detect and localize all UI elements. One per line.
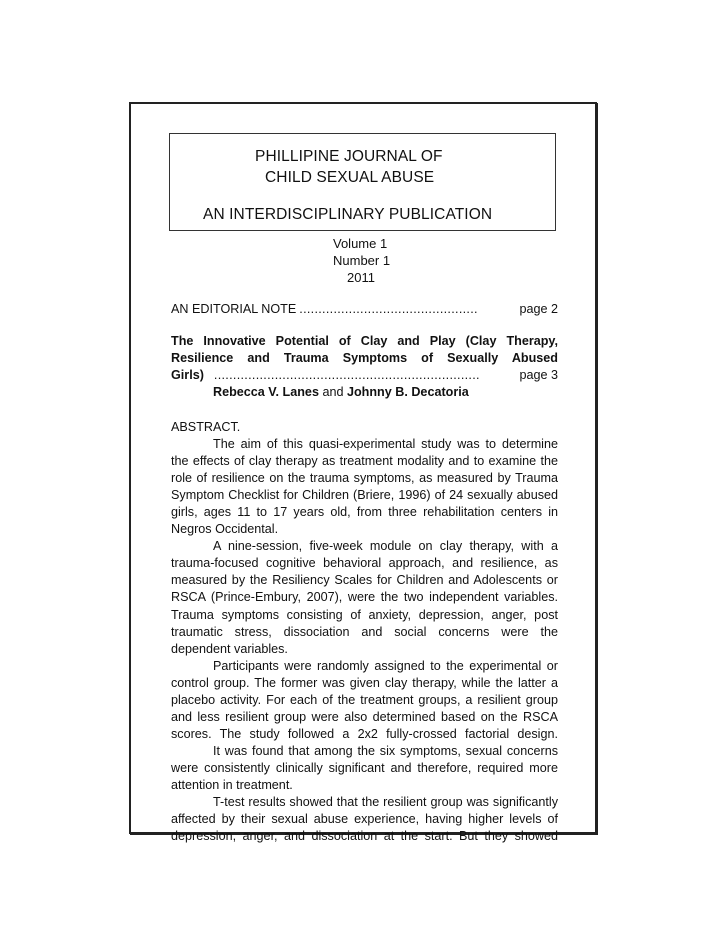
journal-subtitle: AN INTERDISCIPLINARY PUBLICATION	[203, 206, 493, 223]
abstract-line: dependent variables.	[171, 641, 288, 656]
abstract-line: placebo activity. For each of the treatment groups, a resilient group	[171, 692, 558, 707]
toc-article-leader: ......................................................................	[213, 368, 480, 382]
toc-article-title-line2: Resilience and Trauma Symptoms of Sexually Abused	[171, 351, 558, 365]
number-label: Number 1	[333, 253, 391, 268]
abstract-line: Symptom Checklist for Children (Briere, 1996) of 24 sexually abused	[171, 488, 558, 503]
author-1: Rebecca V. Lanes	[213, 385, 319, 399]
abstract-line: role of resilience on the trauma symptoms, as measured by Trauma	[171, 471, 558, 486]
toc-article-title-line1: The Innovative Potential of Clay and Play (Clay Therapy,	[171, 334, 558, 348]
abstract-line: Trauma symptoms consisting of anxiety, depression, anger, post	[171, 607, 558, 622]
abstract-line: the effects of clay therapy as treatment modality and to examine the	[171, 454, 558, 469]
abstract-line: T-test results showed that the resilient group was significantly	[213, 795, 558, 810]
abstract-line: were consistently clinically significant and therefore, required more	[171, 760, 558, 775]
toc-editorial-label: AN EDITORIAL NOTE	[171, 302, 297, 316]
abstract-line: A nine-session, five-week module on clay therapy, with a	[213, 539, 558, 554]
abstract-line: and less resilient group were also determined based on the RSCA	[171, 709, 558, 724]
abstract-line: RSCA (Prince-Embury, 2007), were the two independent variables.	[171, 590, 558, 605]
journal-title-line1: PHILLIPINE JOURNAL OF	[255, 148, 443, 165]
abstract-line: Negros Occidental.	[171, 522, 279, 537]
abstract-line: trauma-focused cognitive behavioral approach, and resilience, as	[171, 556, 558, 571]
abstract-line: girls, ages 11 to 17 years old, from three rehabilitation centers in	[171, 505, 558, 520]
author-2: Johnny B. Decatoria	[346, 385, 469, 399]
abstract-line: affected by their sexual abuse experience, having higher levels of	[171, 812, 558, 827]
year-label: 2011	[347, 270, 375, 285]
abstract-line: attention in treatment.	[171, 778, 293, 792]
toc-article-page: page 3	[519, 368, 558, 382]
abstract-line: The aim of this quasi-experimental study was to determine	[213, 437, 558, 451]
journal-title-line2: CHILD SEXUAL ABUSE	[265, 169, 435, 186]
toc-article-title-line3	[171, 367, 558, 384]
abstract-line: Participants were randomly assigned to the experimental or	[213, 658, 558, 673]
abstract-line: depression, anger, and dissociation at the start. But they showed	[171, 829, 558, 844]
toc-article-title-end: Girls)	[171, 368, 204, 382]
abstract-line: measured by the Resiliency Scales for Children and Adolescents or	[171, 573, 558, 588]
abstract-line: control group. The former was given clay therapy, while the latter a	[171, 675, 558, 690]
abstract-heading: ABSTRACT.	[171, 420, 241, 434]
toc-editorial-page: page 2	[519, 302, 558, 316]
abstract-line: traumatic stress, dissociation and social concerns were the	[171, 624, 558, 639]
toc-article-authors	[213, 384, 469, 401]
author-conjunction: and	[322, 385, 344, 399]
toc-editorial-leader: ...............................................	[299, 302, 478, 316]
abstract-line: It was found that among the six symptoms, sexual concerns	[213, 743, 558, 758]
abstract-line: scores. The study followed a 2x2 fully-crossed factorial design.	[171, 726, 558, 741]
volume-label: Volume 1	[333, 236, 388, 251]
toc-editorial-entry	[171, 301, 558, 318]
